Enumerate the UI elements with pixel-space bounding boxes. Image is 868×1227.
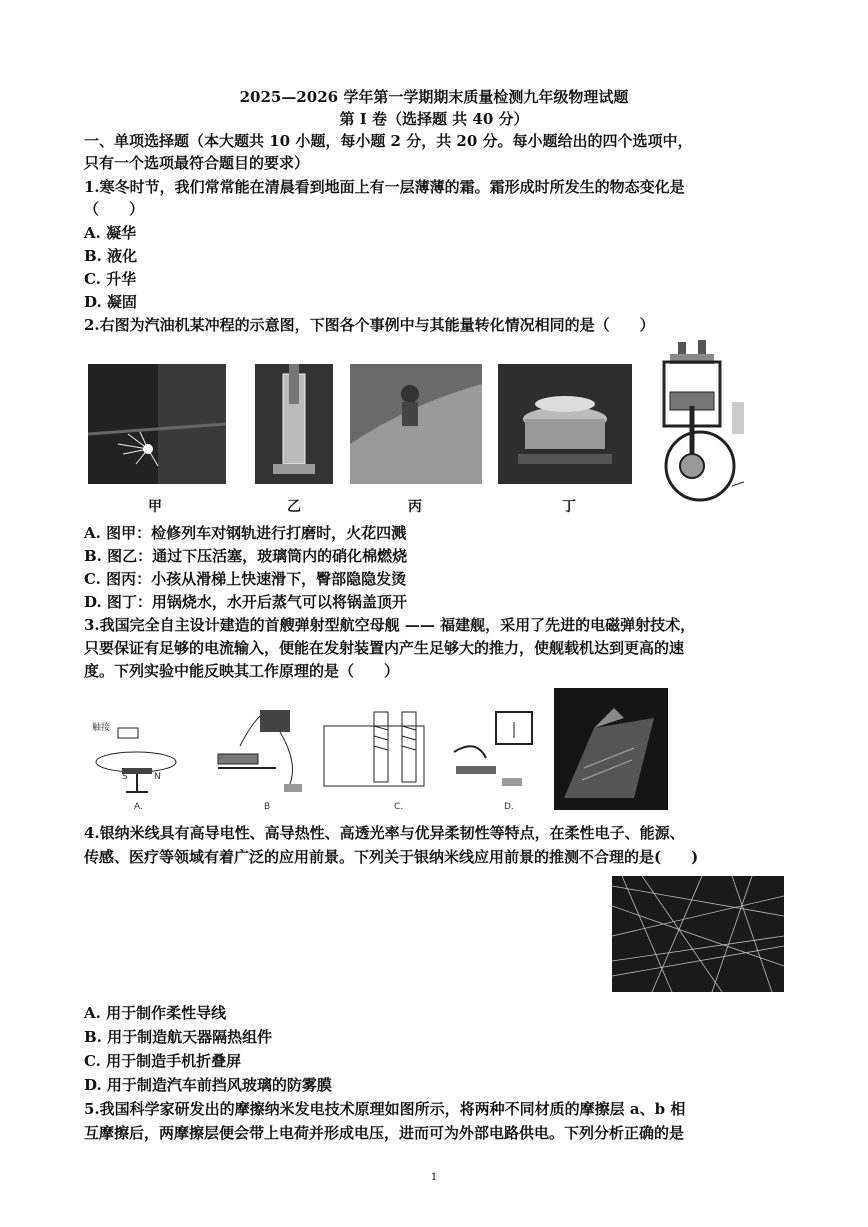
q4-stem-2: 传感、医疗等领域有着广泛的应用前景。下列关于银纳米线应用前景的推测不合理的是( ) xyxy=(84,848,699,866)
caption-ding: 丁 xyxy=(562,499,576,515)
q1-option-b: B. 液化 xyxy=(84,247,138,265)
figure-silver-nanowire-micrograph xyxy=(612,876,784,992)
exam-title: 2025—2026 学年第一学期期末质量检测九年级物理试题 xyxy=(239,88,629,106)
q1-option-a: A. 凝华 xyxy=(84,224,137,242)
figure-ding-pot-boiling xyxy=(498,364,632,484)
q2-option-b: B. 图乙：通过下压活塞，玻璃筒内的硝化棉燃烧 xyxy=(84,547,408,565)
figure-q3-a xyxy=(92,712,180,812)
section-instructions-2: 只有一个选项最符合题目的要求） xyxy=(84,154,310,172)
q4-stem-1: 4.银纳米线具有高导电性、高导热性、高透光率与优异柔韧性等特点，在柔性电子、能源、 xyxy=(84,824,685,842)
magnet-label-s: S xyxy=(122,772,128,782)
caption-jia: 甲 xyxy=(148,499,162,515)
section-instructions-1: 一、单项选择题（本大题共 10 小题，每小题 2 分，共 20 分。每小题给出的四个选项中， xyxy=(84,132,693,150)
figure-q3-c-label: C. xyxy=(394,802,404,812)
q3-stem-3: 度。下列实验中能反映其工作原理的是（ ） xyxy=(84,662,400,680)
figure-q3-a-touch-label: 触接 xyxy=(92,723,111,733)
section-subtitle: 第 Ⅰ 卷（选择题 共 40 分） xyxy=(339,110,529,128)
page-number: 1 xyxy=(430,1172,438,1183)
q1-bracket: （ ） xyxy=(84,200,145,218)
figure-jia-rail-grinding xyxy=(88,364,226,484)
figure-aircraft-carrier-photo xyxy=(554,688,668,810)
q3-stem-1: 3.我国完全自主设计建造的首艘弹射型航空母舰 —— 福建舰，采用了先进的电磁弹射技术， xyxy=(84,616,696,634)
q2-option-d: D. 图丁：用锅烧水，水开后蒸气可以将锅盖顶开 xyxy=(84,593,407,611)
q1-stem: 1.寒冬时节，我们常常能在清晨看到地面上有一层薄薄的霜。霜形成时所发生的物态变化是 xyxy=(84,178,685,196)
q3-stem-2: 只要保证有足够的电流输入，便能在发射装置内产生足够大的推力，使舰载机达到更高的速 xyxy=(84,639,685,657)
q4-option-d: D. 用于制造汽车前挡风玻璃的防雾膜 xyxy=(84,1076,332,1094)
q5-stem-2: 互摩擦后，两摩擦层便会带上电荷并形成电压，进而可为外部电路供电。下列分析正确的是 xyxy=(84,1124,685,1142)
q4-option-c: C. 用于制造手机折叠屏 xyxy=(84,1052,242,1070)
figure-q3-b-label: B xyxy=(264,802,271,812)
figure-q3-d xyxy=(446,708,542,808)
figure-q3-a-label: A. xyxy=(134,802,143,812)
q4-option-b: B. 用于制造航天器隔热组件 xyxy=(84,1028,273,1046)
caption-bing: 丙 xyxy=(408,499,422,515)
figure-q3-b xyxy=(200,706,308,806)
figure-q3-c xyxy=(320,706,430,806)
q2-stem: 2.右图为汽油机某冲程的示意图，下图各个事例中与其能量转化情况相同的是（ ） xyxy=(84,316,655,334)
caption-yi: 乙 xyxy=(287,499,301,515)
figure-gasoline-engine-stroke xyxy=(648,336,758,506)
q1-option-c: C. 升华 xyxy=(84,270,137,288)
q4-option-a: A. 用于制作柔性导线 xyxy=(84,1004,227,1022)
figure-bing-child-on-slide xyxy=(350,364,482,484)
q2-option-c: C. 图丙：小孩从滑梯上快速滑下，臀部隐隐发烫 xyxy=(84,570,407,588)
figure-yi-piston-cylinder xyxy=(255,364,333,484)
q2-option-a: A. 图甲：检修列车对钢轨进行打磨时，火花四溅 xyxy=(84,524,407,542)
magnet-label-n: N xyxy=(154,772,161,782)
q5-stem-1: 5.我国科学家研发出的摩擦纳米发电技术原理如图所示，将两种不同材质的摩擦层 a、b 相 xyxy=(84,1100,686,1118)
figure-q3-d-label: D. xyxy=(504,802,514,812)
q1-option-d: D. 凝固 xyxy=(84,293,137,311)
